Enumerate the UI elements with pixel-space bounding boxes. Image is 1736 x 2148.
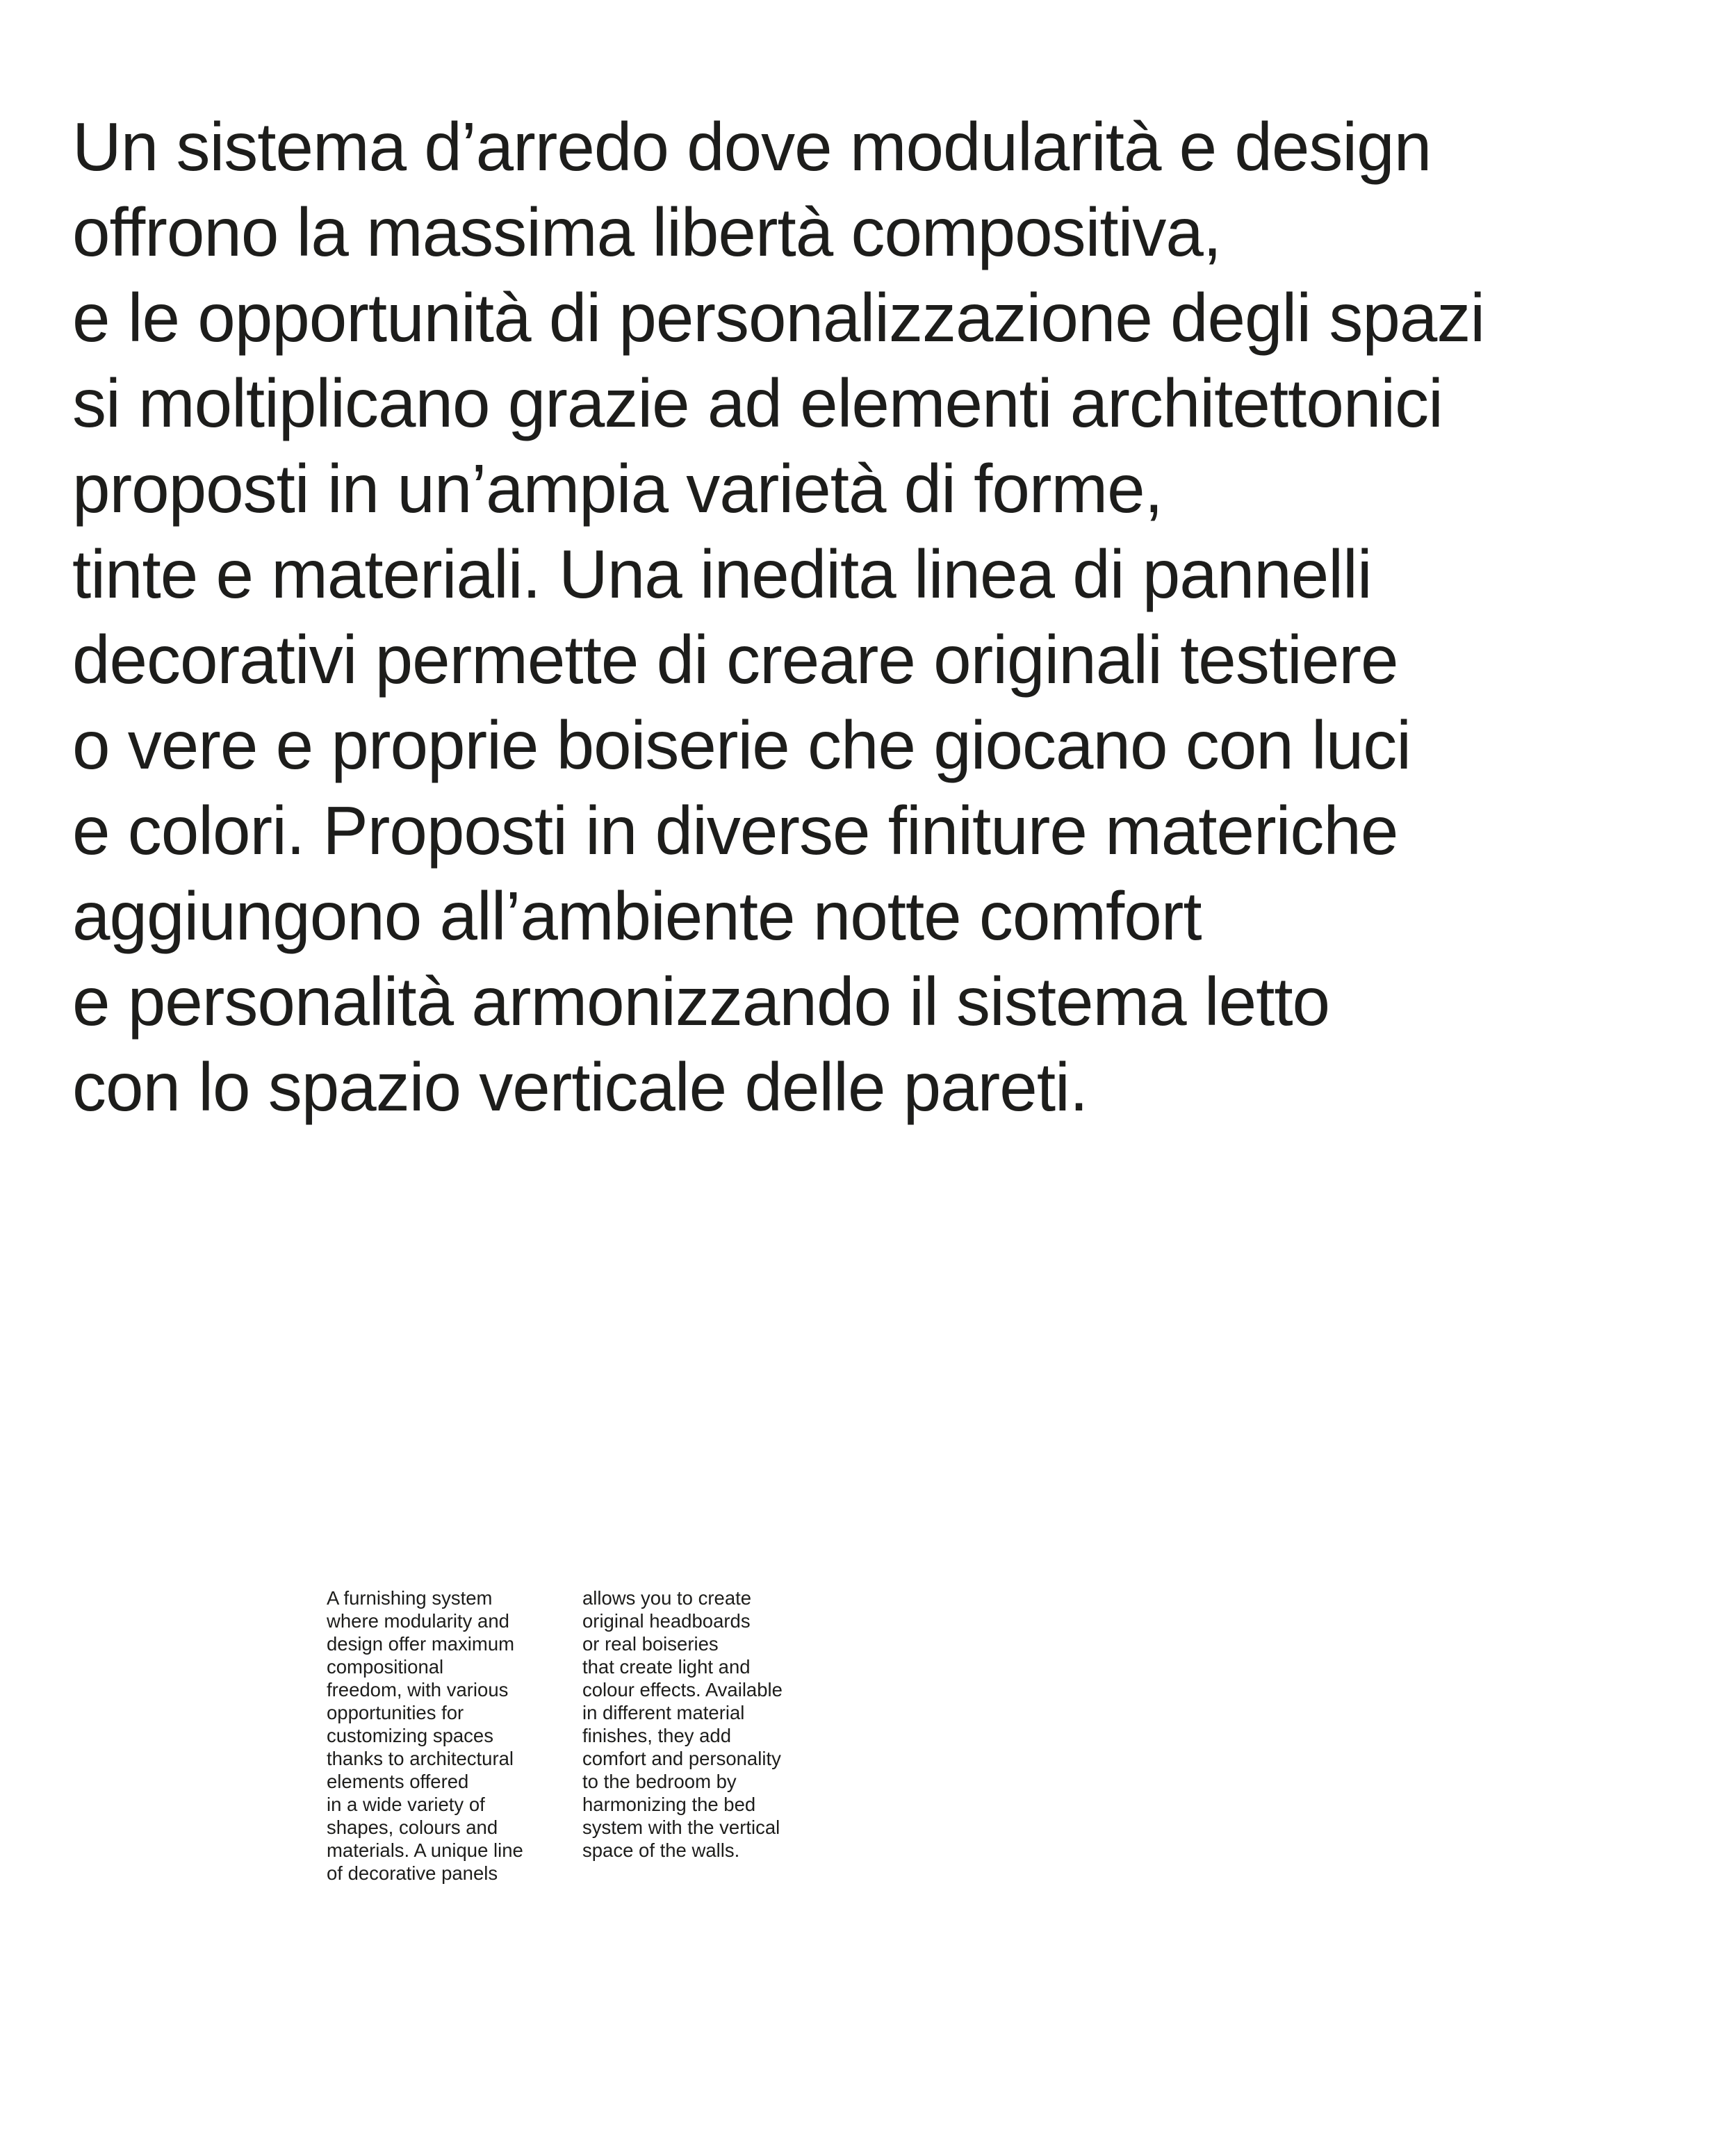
english-line: space of the walls. <box>582 1839 740 1861</box>
italian-line: si moltiplicano grazie ad elementi architettonici <box>72 365 1443 441</box>
italian-line: e personalità armonizzando il sistema letto <box>72 963 1330 1040</box>
english-line: original headboards <box>582 1610 751 1632</box>
english-line: allows you to create <box>582 1587 752 1609</box>
italian-line: tinte e materiali. Una inedita linea di pannelli <box>72 536 1372 612</box>
english-line: A furnishing system <box>327 1587 493 1609</box>
english-line: or real boiseries <box>582 1633 719 1655</box>
italian-line: e le opportunità di personalizzazione degli spazi <box>72 279 1485 356</box>
english-line: in different material <box>582 1702 745 1723</box>
english-line: elements offered <box>327 1771 469 1792</box>
english-line: materials. A unique line <box>327 1839 523 1861</box>
english-line: opportunities for <box>327 1702 464 1723</box>
italian-line: offrono la massima libertà compositiva, <box>72 194 1222 270</box>
italian-line: decorativi permette di creare originali testiere <box>72 621 1398 698</box>
italian-line: o vere e proprie boiserie che giocano con luci <box>72 707 1411 783</box>
english-line: to the bedroom by <box>582 1771 737 1792</box>
english-line: customizing spaces <box>327 1725 493 1746</box>
english-line: colour effects. Available <box>582 1679 783 1700</box>
english-line: compositional <box>327 1656 444 1678</box>
english-line: shapes, colours and <box>327 1817 498 1838</box>
english-line: thanks to architectural <box>327 1748 514 1769</box>
english-line: in a wide variety of <box>327 1794 485 1815</box>
english-line: harmonizing the bed <box>582 1794 756 1815</box>
italian-line: e colori. Proposti in diverse finiture materiche <box>72 792 1398 869</box>
italian-line: Un sistema d’arredo dove modularità e design <box>72 108 1432 185</box>
english-line: of decorative panels <box>327 1862 498 1884</box>
english-line: where modularity and <box>327 1610 509 1632</box>
english-column-1 <box>327 1587 563 1885</box>
italian-paragraph <box>72 104 1671 1130</box>
italian-line: aggiungono all’ambiente notte comfort <box>72 878 1202 954</box>
english-line: finishes, they add <box>582 1725 732 1746</box>
italian-line: con lo spazio verticale delle pareti. <box>72 1049 1088 1125</box>
english-line: freedom, with various <box>327 1679 509 1700</box>
english-line: that create light and <box>582 1656 751 1678</box>
english-line: comfort and personality <box>582 1748 781 1769</box>
italian-line: proposti in un’ampia varietà di forme, <box>72 450 1163 527</box>
english-line: system with the vertical <box>582 1817 780 1838</box>
english-column-2 <box>582 1587 833 1862</box>
english-line: design offer maximum <box>327 1633 515 1655</box>
